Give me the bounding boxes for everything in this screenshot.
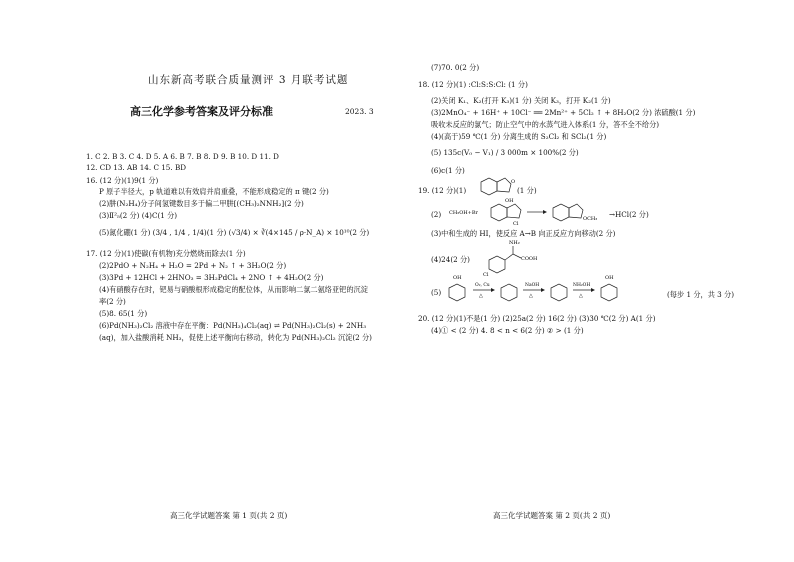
atom-label: Cl — [483, 272, 489, 278]
reagent-label: O₂, Cu — [475, 283, 490, 288]
answer-line: 18. (12 分)(1) :Cl:S:S:Cl: (1 分) — [418, 80, 528, 89]
bond — [513, 254, 521, 258]
atom-label: OH — [605, 275, 614, 281]
reagent-label: NaOH — [525, 283, 540, 288]
arrow-head — [591, 288, 595, 292]
answer-line: (3)2MnO₄⁻ + 16H⁺ + 10Cl⁻ ══ 2Mn²⁺ + 5Cl₂ ↑ + 8H₂O(2 分) 浓硫酸(1 分) — [431, 108, 696, 117]
atom-label: COOH — [521, 256, 538, 262]
answer-line: 率(2 分) — [99, 297, 126, 306]
reagent-label: NH₂OH — [573, 283, 591, 288]
answer-line: 1. C 2. B 3. C 4. D 5. A 6. B 7. B 8. D 9. B 10. D 11. D — [86, 152, 279, 161]
oxime-ring — [601, 284, 617, 301]
answer-line: 20. (12 分)(1)不是(1 分) (2)25a(2 分) 16(2 分) (3)30 ℃(2 分) A(1 分) — [418, 314, 656, 323]
answer-line: (6)c(1 分) — [431, 166, 465, 175]
answer-key-title: 高三化学参考答案及评分标准 — [130, 105, 273, 118]
answer-line: 吸收未反应的氯气；防止空气中的水蒸气进入体系(1 分，答不全不给分) — [431, 120, 660, 129]
benzene-ring — [491, 204, 507, 221]
answer-line: (5) 135c(V₀ − V₁) / 3 000m × 100%(2 分) — [431, 148, 579, 157]
answer-line: (6)Pd(NH₃)₂Cl₂ 溶液中存在平衡：Pd(NH₃)₄Cl₂(aq) ⇌ Pd(NH₃)₂Cl₂(s) + 2NH₃ — [99, 321, 367, 330]
answer-line: (5)氮化硼(1 分) (3/4 , 1/4 , 1/4)(1 分) (√3/4) × ∛(4×145 / ρ·N_A) × 10¹⁰(2 分) — [99, 228, 370, 237]
condition-label: △ — [479, 293, 483, 299]
benzene-ring — [481, 178, 497, 195]
arrow-head — [491, 288, 495, 292]
answer-line: (4)有硝酸存在时，钯易与硝酸根形成稳定的配位体，从而影响二氯二氨络亚钯的沉淀 — [99, 285, 368, 294]
answer-line: (每步 1 分，共 3 分) — [667, 290, 735, 299]
answer-line: 17. (12 分)(1)使碳(有机物)充分燃烧而除去(1 分) — [86, 249, 246, 258]
atom-label: O — [511, 179, 516, 185]
right-page — [397, 0, 794, 562]
atom-label: OH — [505, 198, 514, 204]
page-footer: 高三化学试题答案 第 1 页(共 2 页) — [170, 511, 288, 520]
answer-line: →HCl(2 分) — [609, 210, 649, 219]
arrow-head — [543, 210, 547, 214]
answer-line: (4)(高于)59 ℃(1 分) 分离生成的 S₂Cl₂ 和 SCl₂(1 分) — [431, 132, 607, 141]
cyclohexane-ring — [449, 284, 465, 301]
answer-line: 19. (12 分)(1) — [418, 186, 467, 195]
bond — [505, 254, 513, 260]
atom-label: OH — [453, 275, 462, 281]
benzene-ring — [553, 204, 569, 221]
condition-label: △ — [579, 293, 583, 299]
answer-line: (5) — [431, 288, 442, 297]
atom-label: OCH₃ — [583, 216, 598, 222]
answer-line: 12. CD 13. AB 14. C 15. BD — [86, 163, 186, 172]
structure-19-2 — [447, 200, 607, 226]
cyclohexanone-ring — [501, 284, 517, 301]
answer-line: (4)24(2 分) — [431, 255, 470, 264]
answer-line: P 原子半径大，p 轨道难以有效肩并肩重叠，不能形成稳定的 π 键(2 分) — [99, 187, 329, 196]
answer-line: (1 分) — [517, 186, 537, 195]
answer-line: (3)中和生成的 HI，使反应 A→B 向正反应方向移动(2 分) — [431, 229, 616, 238]
page-footer: 高三化学试题答案 第 2 页(共 2 页) — [493, 511, 611, 520]
enone-ring — [551, 284, 567, 301]
answer-line: (4)① < (2 分) 4. 8 < n < 6(2 分) ② > (1 分) — [431, 326, 584, 335]
atom-label: Cl — [513, 221, 519, 226]
answer-line: (5)8. 65(1 分) — [99, 309, 148, 318]
exam-date: 2023. 3 — [345, 107, 374, 116]
answer-line: (2) — [431, 210, 442, 219]
atom-label: NH₂ — [509, 240, 520, 246]
answer-line: (2)关闭 K₁、K₂(打开 K₃)(1 分) 关闭 K₃，打开 K₂(1 分) — [431, 96, 611, 105]
answer-line: (aq)，加入盐酸消耗 NH₃，促使上述平衡向右移动，转化为 Pd(NH₃)₂Cl₂ 沉淀(2 分) — [99, 333, 372, 342]
answer-line: (3)3Pd + 12HCl + 2HNO₃ = 3H₂PdCl₄ + 2NO ↑ + 4H₂O(2 分) — [99, 273, 324, 282]
arrow-head — [541, 288, 545, 292]
fused-ring — [497, 178, 511, 192]
structure-19-5 — [443, 272, 643, 312]
benzene-ring — [489, 256, 505, 273]
condition-label: △ — [529, 293, 533, 299]
reagent-label: CH₃OH+Br — [449, 210, 478, 216]
answer-line: (7)70. 0(2 分) — [431, 63, 480, 72]
fused-ring — [507, 204, 521, 218]
answer-line: 16. (12 分)(1)9(1 分) — [86, 176, 159, 185]
fused-ring — [569, 204, 583, 218]
exam-header-title: 山东新高考联合质量测评 3 月联考试题 — [148, 74, 349, 86]
answer-line: (2)肼(N₂H₄)分子间氢键数目多于偏二甲肼[(CH₃)₂NNH₂](2 分) — [99, 199, 304, 208]
answer-line: (2)2PdO + N₂H₄ + H₂O = 2Pd + N₂ ↑ + 3H₂O(2 分) — [99, 261, 287, 270]
answer-line: (3)Ⅱ²₅(2 分) (4)C(1 分) — [99, 211, 178, 220]
